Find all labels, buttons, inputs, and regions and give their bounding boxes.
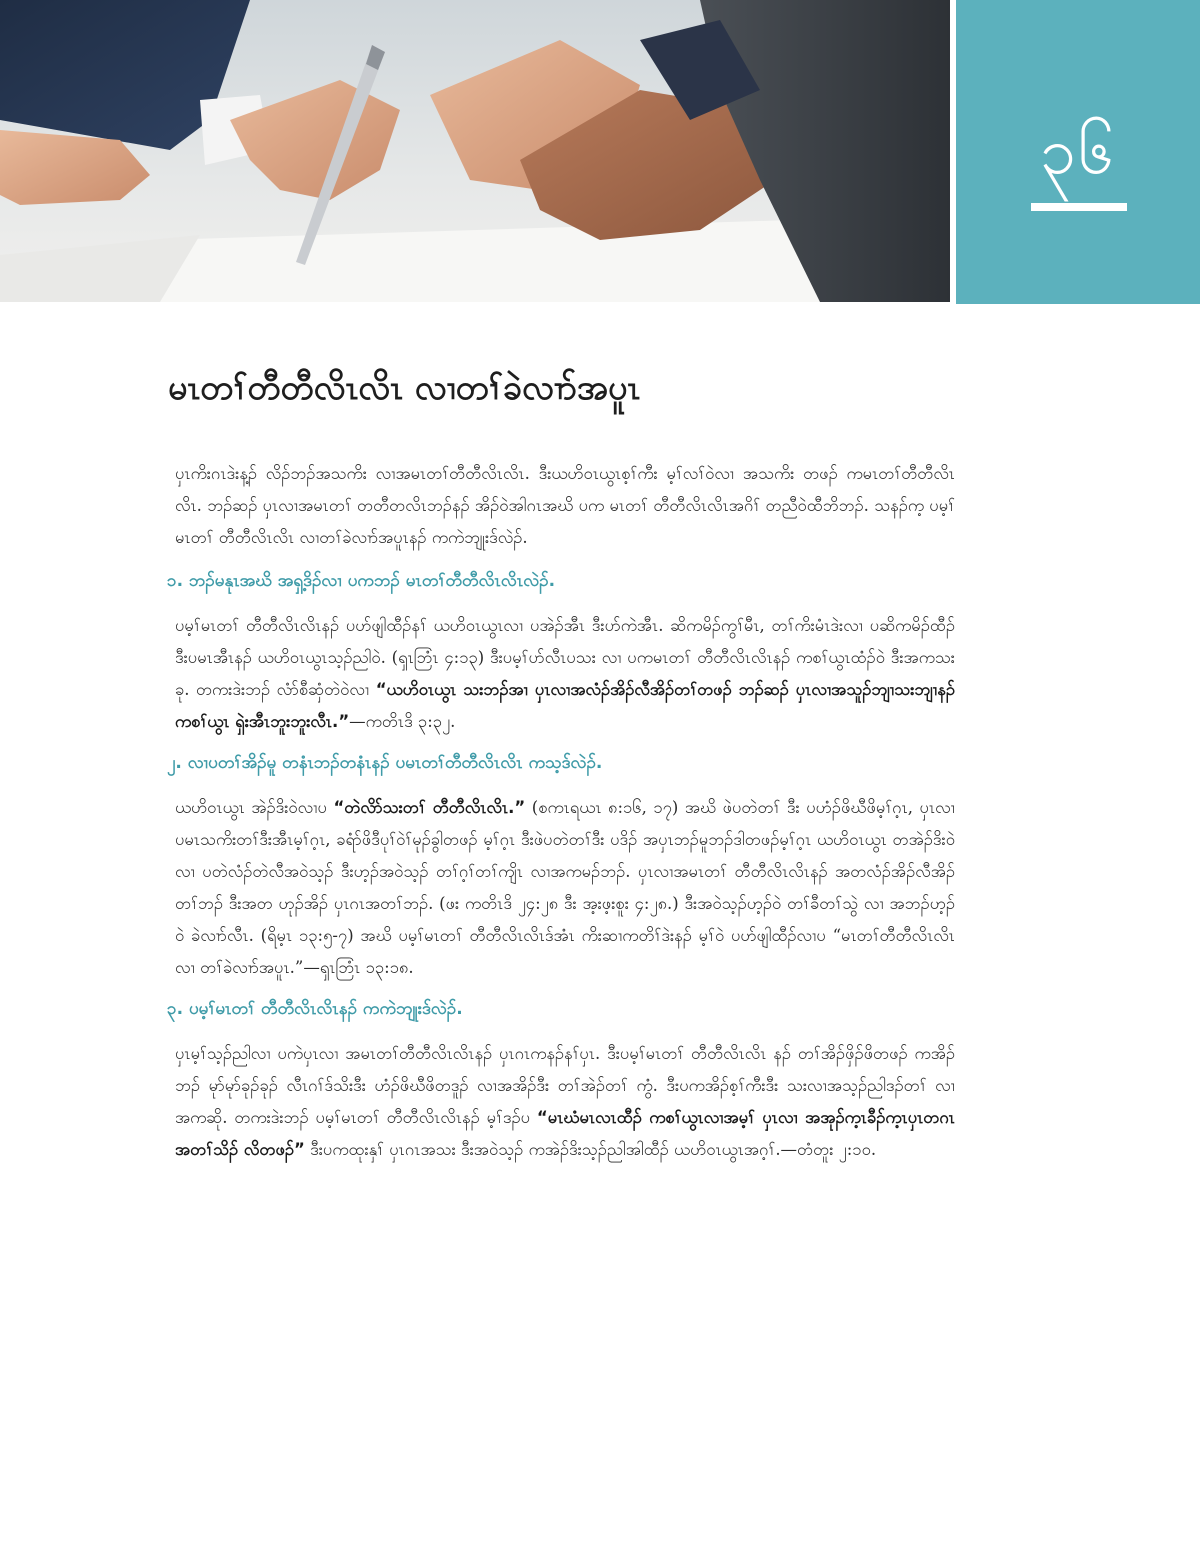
- section-paragraph: [175, 792, 955, 984]
- section-3: [167, 994, 955, 1166]
- header-photo-handshake: [0, 0, 950, 302]
- scripture-reference: —ကတိၤဒိ ၃:၃၂.: [349, 712, 456, 731]
- paragraph-text: ပှၤမ့ၢ်သ့ၣ်ညါလၢ ပကဲပှၤလၢ အမၤတၢ်တီတီလိၤလိၤနၣ် ပှၤဂၤကနၣ်နၢ်ပှၤ. ဒီးပမ့ၢ်မၤတၢ် တီတီလိၤလိၤ နၣ် တၢ်အိၣ်ဖှိၣ်ဖိတဖၣ် ကအိၣ်ဘၣ် မုာ်မုာ်ခုၣ်ခုၣ် လီၤဂၢ်ဒ်သိးဒီး ဟံၣ်ဖိဃီဖိတဒူၣ် လၢအအိၣ်ဒီး တၢ်အဲၣ်တၢ် ကွံ. ဒီးပကအိၣ်စ့ၢ်ကီးဒီး သးလၢအသ့ၣ်ညါဒၣ်တၢ် လၢအကဆို. တကးဒဲးဘၣ် ပမ့ၢ်မၤတၢ် တီတီလိၤလိၤနၣ် မ့ၢ်ဒၣ်ပ: [175, 1044, 955, 1127]
- section-heading: ၃. ပမ့ၢ်မၤတၢ် တီတီလိၤလိၤနၣ် ကကဲဘျုးဒ်လဲၣ်.: [167, 999, 463, 1019]
- lesson-title: မၤတၢ်တီတီလိၤလိၤ လၢတၢ်ခဲလၢာ်အပူၤ: [168, 368, 641, 408]
- section-heading: ၂. လၢပတၢ်အိၣ်မူ တနံၤဘၣ်တနံၤနၣ် ပမၤတၢ်တီတီလိၤလိၤ ကသ့ဒ်လဲၣ်.: [167, 753, 603, 773]
- section-2: [167, 748, 955, 984]
- paragraph-text: ယဟိဝၤယွၤ အဲၣ်ဒိးဝဲလၢပ: [175, 798, 327, 817]
- scripture-quote: “မၤဃံမၤလၤထီၣ် ကစၢ်ယွၤလၢအမ့ၢ် ပှၤလၢ အအုၣ်က့ၤခီၣ်က့ၤပှၤတဂၤ အတၢ်သိၣ် လိတဖၣ်”: [175, 1108, 955, 1159]
- paragraph-text: ပမ့ၢ်မၤတၢ် တီတီလိၤလိၤနၣ် ပဟ်ဖျါထီၣ်နၢ် ယဟိဝၤယွၤလၢ ပအဲၣ်အီၤ ဒီးပာ်ကဲအီၤ. ဆိကမိၣ်ကွၢ်မီၤ, တၢ်ကိးမံၤဒဲးလၢ ပဆိကမိၣ်ထီၣ် ဒီးပမၤအီၤနၣ် ယဟိဝၤယွၤသ့ၣ်ညါဝဲ. (ၡၤဘြံၤ ၄:၁၃) ဒီးပမ့ၢ်ပာ်လီၤပသး လၢ ပကမၤတၢ် တီတီလိၤလိၤနၣ် ကစၢ်ယွၤထံၣ်ဝဲ ဒီးအကသးခု. တကးဒဲးဘၣ် လံာ်စီဆှံတဲဝဲလၢ: [175, 616, 955, 699]
- intro-paragraph: ပှၤကိးဂၤဒဲးန့ၣ် လိၣ်ဘၣ်အသကိး လၢအမၤတၢ်တီတီလိၤလိၤ. ဒီးယဟိဝၤယွၤစ့ၢ်ကီး မ့ၢ်လၢ်ဝဲလၢ အသကိး တဖၣ် ကမၤတၢ်တီတီလိၤလိၤ. ဘၣ်ဆၣ် ပှၤလၢအမၤတၢ် တတီတလိၤဘၣ်နၣ် အိၣ်ဝဲအါဂၤအဃိ ပက မၤတၢ် တီတီလိၤလိၤအဂိၢ် တညီဝဲထီဘိဘၣ်. သနၣ်က့ ပမ့ၢ်မၤတၢ် တီတီလိၤလိၤ လၢတၢ်ခဲလၢာ်အပူၤနၣ် ကကဲဘျုးဒ်လဲၣ်.: [175, 464, 955, 547]
- lesson-body: [167, 458, 955, 1166]
- section-paragraph: [175, 1038, 955, 1166]
- section-heading: ၁. ဘၣ်မနုၤအဃိ အရှ့ဒိၣ်လၢ ပကဘၣ် မၤတၢ်တီတီလိၤလိၤလဲၣ်.: [167, 571, 556, 591]
- lesson-number-panel: [956, 0, 1200, 304]
- paragraph-text: (စကၤရယၤ ၈:၁၆, ၁၇) အဃိ ဖဲပတဲတၢ် ဒီး ပဟံၣ်ဖိဃီဖိမ့ၢ်ဂ့ၤ, ပှၤလၢ ပမၤသကိးတၢ်ဒီးအီၤမ့ၢ်ဂ့ၤ, ခရံာ်ဖိဒီပုၢ်ဝဲၢ်မုၣ်ခွါတဖၣ် မ့ၢ်ဂ့ၤ ဒီးဖဲပတဲတၢ်ဒီး ပဒိၣ် အပှၤဘၣ်မူဘၣ်ဒါတဖၣ်မ့ၢ်ဂ့ၤ ယဟိဝၤယွၤ တအဲၣ်ဒိးဝဲလၢ ပတဲလံၣ်တဲလီအဝဲသ့ၣ် ဒီးဟ့ၣ်အဝဲသ့ၣ် တၢ်ဂ့ၢ်တၢ်ကျိၤ လၢအကမၣ်ဘၣ်. ပှၤလၢအမၤတၢ် တီတီလိၤလိၤနၣ် အတလံၣ်အိၣ်လီအိၣ်တၢ်ဘၣ် ဒီးအတ ဟုၣ်အိၣ် ပှၤဂၤအတၢ်ဘၣ်. (ဖး ကတိၤဒိ ၂၄:၂၈ ဒီး အ့းဖ့းစူး ၄:၂၈.) ဒီးအဝဲသ့ၣ်ဟ့ၣ်ဝဲ တၢ်ခီတၢ်သွဲ လၢ အဘၣ်ဟ့ၣ်ဝဲ ခဲလၢာ်လီၤ. (ရိမ့ၤ ၁၃:၅-၇) အဃိ ပမ့ၢ်မၤတၢ် တီတီလိၤလိၤဒ်အံၤ ကိးဆၢကတိၢ်ဒဲးနၣ် မ့ၢ်ဝဲ ပဟ်ဖျါထီၣ်လၢပ “မၤတၢ်တီတီလိၤလိၤလၢ တၢ်ခဲလၢာ်အပူၤ.”—ၡၤဘြံၤ ၁၃:၁၈.: [175, 798, 955, 977]
- paragraph-text: ဒီးပကထုးနှၢ် ပှၤဂၤအသး ဒီးအဝဲသ့ၣ် ကအဲၣ်ဒိးသ့ၣ်ညါအါထီၣ် ယဟိဝၤယွၤအဂ့ၢ်.—တံတူး ၂:၁၀.: [310, 1140, 877, 1159]
- section-paragraph: [175, 610, 955, 738]
- lesson-number-underline: [1031, 203, 1127, 211]
- scripture-quote: “ယဟိဝၤယွၤ သးဘၣ်အၢ ပှၤလၢအလံၣ်အိၣ်လီအိၣ်တၢ်တဖၣ် ဘၣ်ဆၣ် ပှၤလၢအသူၣ်ဘျၢသးဘျၢနၣ် ကစၢ်ယွၤ ရှဲးအီၤဘူးဘူးလီၤ.”: [175, 680, 955, 731]
- lesson-number: ၃၆: [1040, 115, 1116, 189]
- section-1: [167, 566, 955, 738]
- handshake-illustration: [0, 0, 950, 302]
- scripture-quote: “တဲလိာ်သးတၢ် တီတီလိၤလိၤ.”: [333, 798, 526, 817]
